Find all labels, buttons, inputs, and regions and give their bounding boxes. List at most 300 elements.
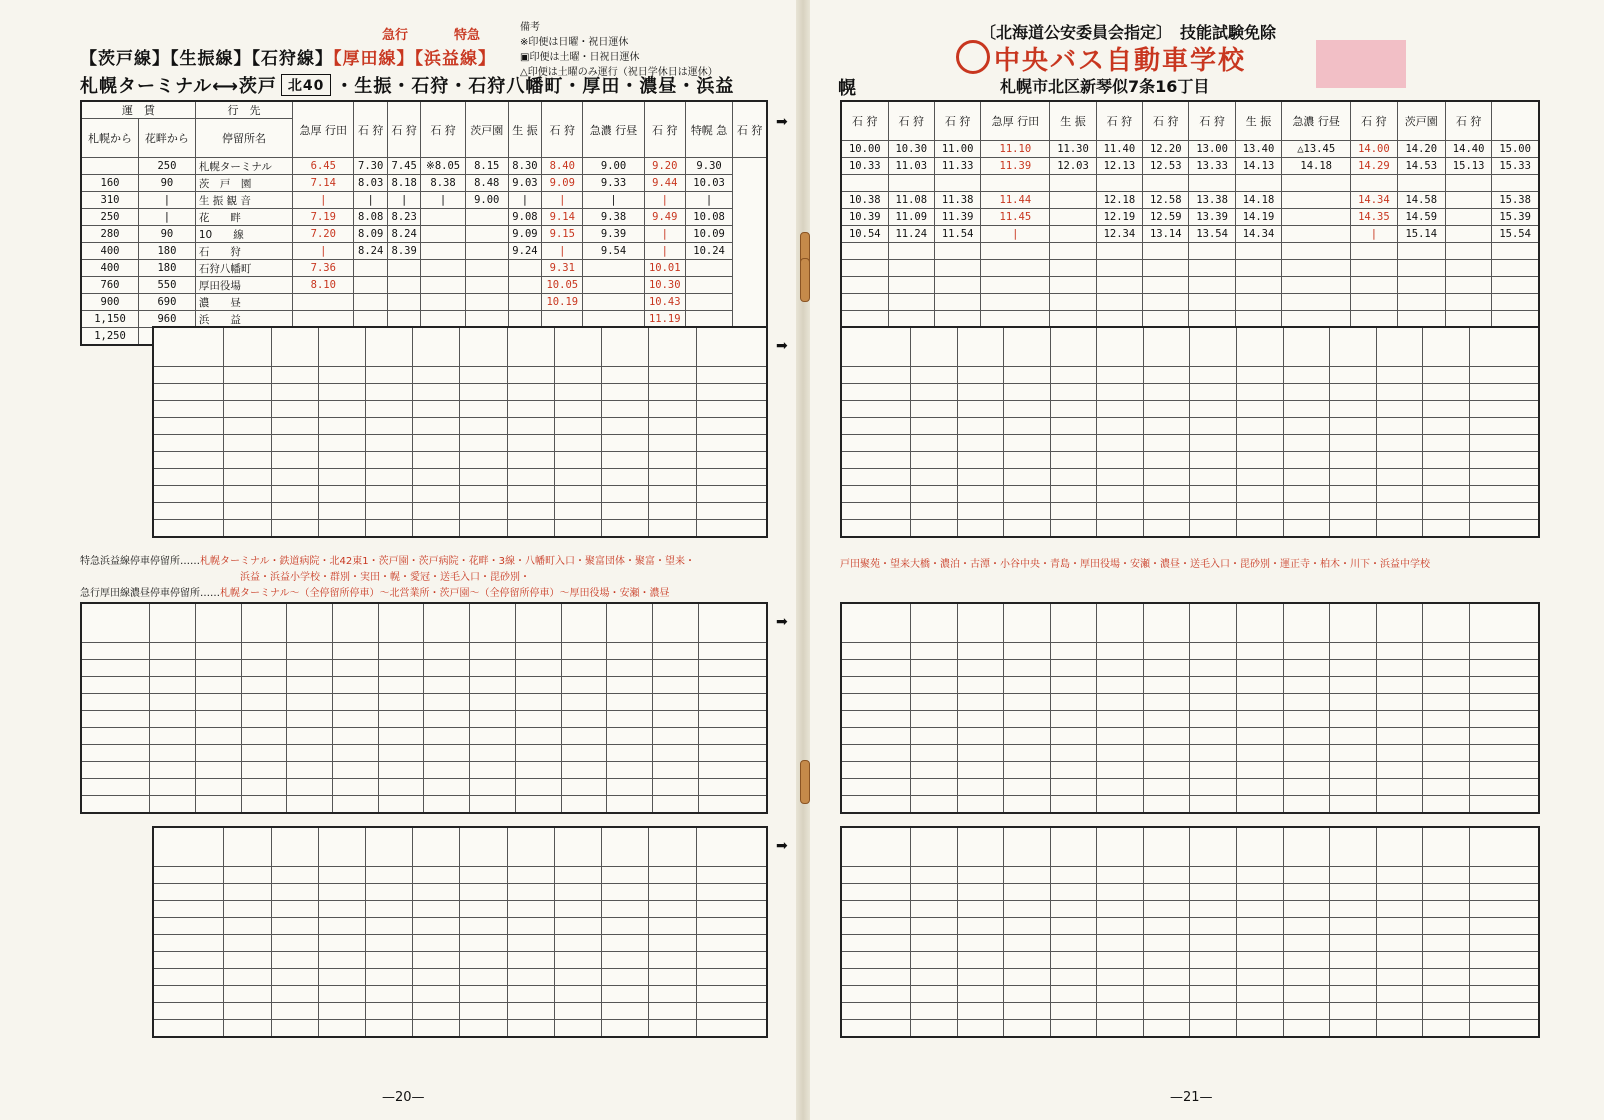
table-cell bbox=[287, 660, 333, 677]
table-cell bbox=[841, 918, 911, 935]
table-cell bbox=[515, 694, 561, 711]
table-cell bbox=[1190, 901, 1237, 918]
table-cell bbox=[153, 884, 224, 901]
table-cell bbox=[332, 728, 378, 745]
table-cell bbox=[378, 677, 424, 694]
table-cell bbox=[1330, 384, 1377, 401]
table-cell bbox=[696, 969, 767, 986]
table-cell bbox=[318, 401, 365, 418]
table-row bbox=[81, 694, 767, 711]
table-cell bbox=[224, 469, 271, 486]
table-cell bbox=[841, 952, 911, 969]
table-cell bbox=[1143, 796, 1190, 814]
table-cell: 茨 戸 園 bbox=[195, 175, 292, 192]
table-cell bbox=[224, 952, 271, 969]
table-cell bbox=[696, 503, 767, 520]
timetable-2-continued bbox=[840, 326, 1540, 538]
table-cell bbox=[271, 867, 318, 884]
table-cell bbox=[1050, 884, 1097, 901]
table-cell bbox=[841, 969, 911, 986]
table-row bbox=[841, 969, 1539, 986]
table-cell bbox=[957, 1003, 1004, 1020]
table-cell bbox=[841, 884, 911, 901]
table-cell: 9.08 bbox=[508, 209, 541, 226]
table-cell: 生 振 bbox=[508, 101, 541, 158]
table-cell bbox=[911, 503, 958, 520]
table-cell bbox=[1376, 327, 1423, 367]
table-cell bbox=[911, 935, 958, 952]
table-cell bbox=[507, 401, 554, 418]
table-cell bbox=[1237, 520, 1284, 538]
table-cell bbox=[224, 384, 271, 401]
table-cell bbox=[1097, 643, 1144, 660]
table-cell bbox=[366, 503, 413, 520]
table-cell bbox=[1423, 745, 1470, 762]
table-cell bbox=[911, 918, 958, 935]
table-cell: 12.18 bbox=[1096, 192, 1142, 209]
table-cell bbox=[224, 827, 271, 867]
table-cell bbox=[1376, 1003, 1423, 1020]
table-row bbox=[841, 260, 1539, 277]
table-cell: 12.03 bbox=[1050, 158, 1096, 175]
table-cell bbox=[602, 469, 649, 486]
table-cell bbox=[607, 728, 653, 745]
table-cell bbox=[318, 901, 365, 918]
table-cell bbox=[957, 503, 1004, 520]
table-cell bbox=[1143, 745, 1190, 762]
table-row bbox=[81, 762, 767, 779]
table-cell bbox=[1469, 952, 1539, 969]
table-cell bbox=[1376, 745, 1423, 762]
table-cell bbox=[698, 762, 767, 779]
table-cell: | bbox=[508, 192, 541, 209]
double-arrow-icon: ⟷ bbox=[212, 76, 239, 97]
table-cell bbox=[1376, 469, 1423, 486]
table-cell bbox=[1143, 401, 1190, 418]
table-cell bbox=[1097, 884, 1144, 901]
table-cell bbox=[1050, 660, 1097, 677]
table-cell: 11.10 bbox=[981, 141, 1050, 158]
table-row bbox=[153, 986, 767, 1003]
table-cell bbox=[696, 435, 767, 452]
table-cell bbox=[841, 418, 911, 435]
table-cell bbox=[653, 779, 699, 796]
table-cell: 13.33 bbox=[1189, 158, 1235, 175]
table-cell bbox=[1096, 260, 1142, 277]
table-cell bbox=[911, 762, 958, 779]
table-cell: 550 bbox=[139, 277, 196, 294]
table-cell bbox=[1143, 603, 1190, 643]
table-cell bbox=[515, 677, 561, 694]
table-cell bbox=[1097, 779, 1144, 796]
table-cell: 15.33 bbox=[1492, 158, 1539, 175]
table-cell bbox=[1237, 694, 1284, 711]
table-cell bbox=[841, 452, 911, 469]
table-cell bbox=[507, 435, 554, 452]
table-cell bbox=[1330, 367, 1377, 384]
table-cell bbox=[957, 867, 1004, 884]
table-cell bbox=[1143, 367, 1190, 384]
table-cell: 7.14 bbox=[293, 175, 354, 192]
table-cell bbox=[981, 277, 1050, 294]
table-cell bbox=[554, 884, 601, 901]
ltd-stops: 札幌ターミナル〜（全停留所停車）〜北営業所・茨戸園〜（全停留所停車）〜厚田役場・安瀬・濃昼 bbox=[220, 588, 670, 599]
table-cell bbox=[1143, 503, 1190, 520]
table-cell bbox=[888, 175, 934, 192]
table-cell bbox=[1283, 728, 1330, 745]
table-cell bbox=[696, 486, 767, 503]
table-cell bbox=[1423, 952, 1470, 969]
table-cell bbox=[653, 643, 699, 660]
table-cell bbox=[911, 694, 958, 711]
table-cell bbox=[1376, 452, 1423, 469]
table-cell bbox=[649, 503, 696, 520]
table-cell bbox=[224, 452, 271, 469]
table-cell bbox=[841, 762, 911, 779]
table-cell: 9.20 bbox=[644, 158, 685, 175]
table-cell: 生 振 bbox=[1235, 101, 1281, 141]
table-cell bbox=[318, 952, 365, 969]
table-cell bbox=[1330, 418, 1377, 435]
table-cell: 石 狩 bbox=[644, 101, 685, 158]
table-cell bbox=[841, 711, 911, 728]
table-cell bbox=[1050, 796, 1097, 814]
table-cell bbox=[318, 503, 365, 520]
table-cell bbox=[653, 762, 699, 779]
table-cell: | bbox=[139, 209, 196, 226]
table-cell bbox=[1237, 367, 1284, 384]
table-cell bbox=[1237, 796, 1284, 814]
table-cell bbox=[1235, 260, 1281, 277]
table-cell bbox=[1190, 486, 1237, 503]
table-cell bbox=[957, 711, 1004, 728]
table-cell bbox=[685, 311, 732, 328]
table-cell bbox=[1004, 1003, 1051, 1020]
table-cell bbox=[1097, 762, 1144, 779]
table-cell bbox=[465, 294, 508, 311]
table-cell bbox=[150, 745, 196, 762]
table-cell bbox=[413, 435, 460, 452]
table-cell: 12.59 bbox=[1143, 209, 1189, 226]
table-cell: | bbox=[644, 192, 685, 209]
table-cell bbox=[1097, 503, 1144, 520]
table-cell bbox=[1004, 520, 1051, 538]
route-lines bbox=[80, 44, 496, 69]
table-cell bbox=[649, 401, 696, 418]
table-cell bbox=[1282, 243, 1351, 260]
table-cell bbox=[1469, 327, 1539, 367]
table-cell bbox=[366, 418, 413, 435]
table-cell bbox=[1237, 762, 1284, 779]
table-cell: 9.09 bbox=[508, 226, 541, 243]
school-name: 中央バス自動車学校 bbox=[994, 46, 1247, 76]
table-cell bbox=[1004, 867, 1051, 884]
table-row bbox=[841, 1003, 1539, 1020]
table-cell bbox=[1283, 520, 1330, 538]
table-row bbox=[153, 452, 767, 469]
table-cell bbox=[607, 677, 653, 694]
table-row bbox=[841, 486, 1539, 503]
continue-arrow-icon: ➡ bbox=[776, 614, 788, 630]
table-cell bbox=[508, 311, 541, 328]
book-gutter bbox=[796, 0, 810, 1120]
table-cell bbox=[1423, 796, 1470, 814]
table-cell bbox=[1376, 643, 1423, 660]
express-stop-list-2 bbox=[240, 568, 530, 583]
table-cell bbox=[649, 884, 696, 901]
table-cell bbox=[602, 952, 649, 969]
table-cell: 10.30 bbox=[888, 141, 934, 158]
table-cell bbox=[1330, 643, 1377, 660]
table-cell: 14.19 bbox=[1235, 209, 1281, 226]
table-cell bbox=[1190, 435, 1237, 452]
table-cell bbox=[387, 311, 420, 328]
table-cell bbox=[150, 643, 196, 660]
table-cell bbox=[696, 1020, 767, 1038]
table-cell bbox=[1283, 952, 1330, 969]
table-cell bbox=[1351, 260, 1397, 277]
table-cell: 14.29 bbox=[1351, 158, 1397, 175]
table-cell bbox=[1097, 435, 1144, 452]
table-cell: 11.03 bbox=[888, 158, 934, 175]
table-cell bbox=[460, 452, 507, 469]
table-cell: 10.38 bbox=[841, 192, 888, 209]
table-cell bbox=[1469, 935, 1539, 952]
table-cell bbox=[911, 986, 958, 1003]
table-row bbox=[841, 677, 1539, 694]
table-cell bbox=[1492, 243, 1539, 260]
table-cell bbox=[413, 503, 460, 520]
table-row bbox=[841, 469, 1539, 486]
table-cell: 10.05 bbox=[542, 277, 583, 294]
table-row bbox=[841, 101, 1539, 141]
table-cell bbox=[1330, 452, 1377, 469]
table-cell: 10.09 bbox=[685, 226, 732, 243]
table-cell bbox=[649, 986, 696, 1003]
table-cell bbox=[224, 1020, 271, 1038]
table-cell bbox=[241, 643, 287, 660]
table-cell bbox=[841, 503, 911, 520]
table-cell bbox=[1376, 486, 1423, 503]
table-cell bbox=[602, 827, 649, 867]
table-cell bbox=[602, 327, 649, 367]
table-cell bbox=[318, 384, 365, 401]
table-cell bbox=[1050, 952, 1097, 969]
table-cell bbox=[602, 867, 649, 884]
table-cell bbox=[1004, 827, 1051, 867]
table-row bbox=[841, 175, 1539, 192]
table-cell bbox=[354, 277, 387, 294]
table-cell bbox=[1190, 1020, 1237, 1038]
table-cell bbox=[1423, 711, 1470, 728]
table-cell bbox=[696, 418, 767, 435]
table-cell bbox=[515, 762, 561, 779]
table-cell bbox=[888, 260, 934, 277]
table-cell: 9.31 bbox=[542, 260, 583, 277]
table-cell bbox=[981, 175, 1050, 192]
table-cell bbox=[81, 779, 150, 796]
table-cell bbox=[421, 209, 465, 226]
table-cell bbox=[1050, 745, 1097, 762]
table-cell bbox=[1004, 694, 1051, 711]
table-cell bbox=[649, 384, 696, 401]
table-cell bbox=[1143, 867, 1190, 884]
table-cell: 90 bbox=[139, 226, 196, 243]
table-cell bbox=[685, 294, 732, 311]
table-cell bbox=[934, 243, 980, 260]
table-cell bbox=[1004, 918, 1051, 935]
table-cell bbox=[957, 520, 1004, 538]
table-cell bbox=[607, 711, 653, 728]
table-cell bbox=[332, 779, 378, 796]
table-cell bbox=[507, 827, 554, 867]
table-cell bbox=[957, 884, 1004, 901]
table-cell bbox=[1143, 452, 1190, 469]
table-cell bbox=[1423, 384, 1470, 401]
table-cell bbox=[561, 796, 607, 814]
table-cell bbox=[195, 694, 241, 711]
table-cell bbox=[911, 452, 958, 469]
school-address: 札幌市北区新琴似7条16丁目 bbox=[1000, 77, 1210, 96]
table-cell bbox=[1097, 452, 1144, 469]
table-cell: 10.43 bbox=[644, 294, 685, 311]
table-cell bbox=[424, 728, 470, 745]
table-cell bbox=[1283, 867, 1330, 884]
table-cell bbox=[1237, 401, 1284, 418]
table-cell bbox=[378, 745, 424, 762]
table-cell: 250 bbox=[81, 209, 139, 226]
table-cell bbox=[1050, 401, 1097, 418]
table-cell bbox=[911, 435, 958, 452]
table-cell bbox=[1050, 779, 1097, 796]
table-cell bbox=[1330, 728, 1377, 745]
table-row bbox=[81, 192, 767, 209]
table-cell bbox=[318, 327, 365, 367]
table-cell: 11.44 bbox=[981, 192, 1050, 209]
table-cell bbox=[1235, 243, 1281, 260]
table-cell bbox=[696, 520, 767, 538]
table-cell bbox=[1097, 469, 1144, 486]
table-cell bbox=[424, 660, 470, 677]
table-cell bbox=[507, 969, 554, 986]
table-cell bbox=[1190, 935, 1237, 952]
table-cell bbox=[271, 520, 318, 538]
table-cell bbox=[607, 762, 653, 779]
table-cell bbox=[1097, 418, 1144, 435]
table-row bbox=[841, 884, 1539, 901]
table-cell bbox=[1097, 986, 1144, 1003]
table-cell: 10.33 bbox=[841, 158, 888, 175]
table-cell bbox=[1423, 918, 1470, 935]
table-cell bbox=[1283, 711, 1330, 728]
table-cell bbox=[413, 327, 460, 367]
table-cell bbox=[1097, 918, 1144, 935]
table-cell bbox=[1050, 243, 1096, 260]
table-cell bbox=[515, 603, 561, 643]
table-cell bbox=[1283, 486, 1330, 503]
table-cell bbox=[602, 401, 649, 418]
route-from: 札幌ターミナル bbox=[80, 76, 213, 97]
table-cell: 石 狩 bbox=[421, 101, 465, 158]
table-cell bbox=[1283, 435, 1330, 452]
table-cell bbox=[561, 603, 607, 643]
table-cell bbox=[1237, 418, 1284, 435]
table-cell bbox=[1189, 277, 1235, 294]
table-cell bbox=[841, 367, 911, 384]
table-cell bbox=[224, 401, 271, 418]
table-cell bbox=[841, 175, 888, 192]
table-cell bbox=[460, 935, 507, 952]
table-cell bbox=[1050, 435, 1097, 452]
line-tag: 【茨戸線】 bbox=[80, 49, 170, 69]
table-row bbox=[81, 745, 767, 762]
table-cell bbox=[911, 884, 958, 901]
table-cell bbox=[1469, 986, 1539, 1003]
table-cell bbox=[1096, 175, 1142, 192]
table-cell bbox=[934, 277, 980, 294]
table-cell: | bbox=[542, 243, 583, 260]
table-row bbox=[153, 327, 767, 367]
table-cell bbox=[271, 969, 318, 986]
table-cell: | bbox=[354, 192, 387, 209]
table-cell bbox=[241, 779, 287, 796]
table-cell bbox=[1050, 486, 1097, 503]
table-cell bbox=[1143, 711, 1190, 728]
table-cell bbox=[841, 779, 911, 796]
table-cell bbox=[542, 311, 583, 328]
table-cell bbox=[653, 711, 699, 728]
table-cell bbox=[153, 520, 224, 538]
table-cell bbox=[366, 918, 413, 935]
table-cell bbox=[653, 796, 699, 814]
table-cell bbox=[332, 660, 378, 677]
table-cell: 14.18 bbox=[1235, 192, 1281, 209]
table-cell: 400 bbox=[81, 260, 139, 277]
table-cell: 8.24 bbox=[387, 226, 420, 243]
table-cell bbox=[1376, 779, 1423, 796]
table-cell bbox=[465, 226, 508, 243]
table-cell: 9.33 bbox=[583, 175, 644, 192]
table-cell bbox=[602, 520, 649, 538]
table-cell bbox=[366, 901, 413, 918]
table-cell bbox=[957, 469, 1004, 486]
table-cell bbox=[1190, 779, 1237, 796]
table-cell bbox=[1376, 901, 1423, 918]
table-row bbox=[81, 260, 767, 277]
table-cell bbox=[1423, 694, 1470, 711]
table-row bbox=[153, 884, 767, 901]
table-cell bbox=[1330, 935, 1377, 952]
table-cell: 15.14 bbox=[1397, 226, 1445, 243]
table-cell bbox=[153, 935, 224, 952]
table-cell bbox=[1283, 384, 1330, 401]
table-cell: 14.53 bbox=[1397, 158, 1445, 175]
table-cell bbox=[1283, 418, 1330, 435]
table-cell bbox=[224, 969, 271, 986]
table-cell bbox=[1397, 175, 1445, 192]
table-row bbox=[153, 901, 767, 918]
table-cell bbox=[1050, 367, 1097, 384]
table-cell bbox=[470, 745, 516, 762]
table-cell bbox=[1469, 677, 1539, 694]
table-cell bbox=[911, 969, 958, 986]
table-cell bbox=[1330, 327, 1377, 367]
table-cell bbox=[1004, 677, 1051, 694]
table-cell: 12.13 bbox=[1096, 158, 1142, 175]
table-cell bbox=[1283, 327, 1330, 367]
table-cell bbox=[1283, 401, 1330, 418]
table-cell bbox=[241, 711, 287, 728]
